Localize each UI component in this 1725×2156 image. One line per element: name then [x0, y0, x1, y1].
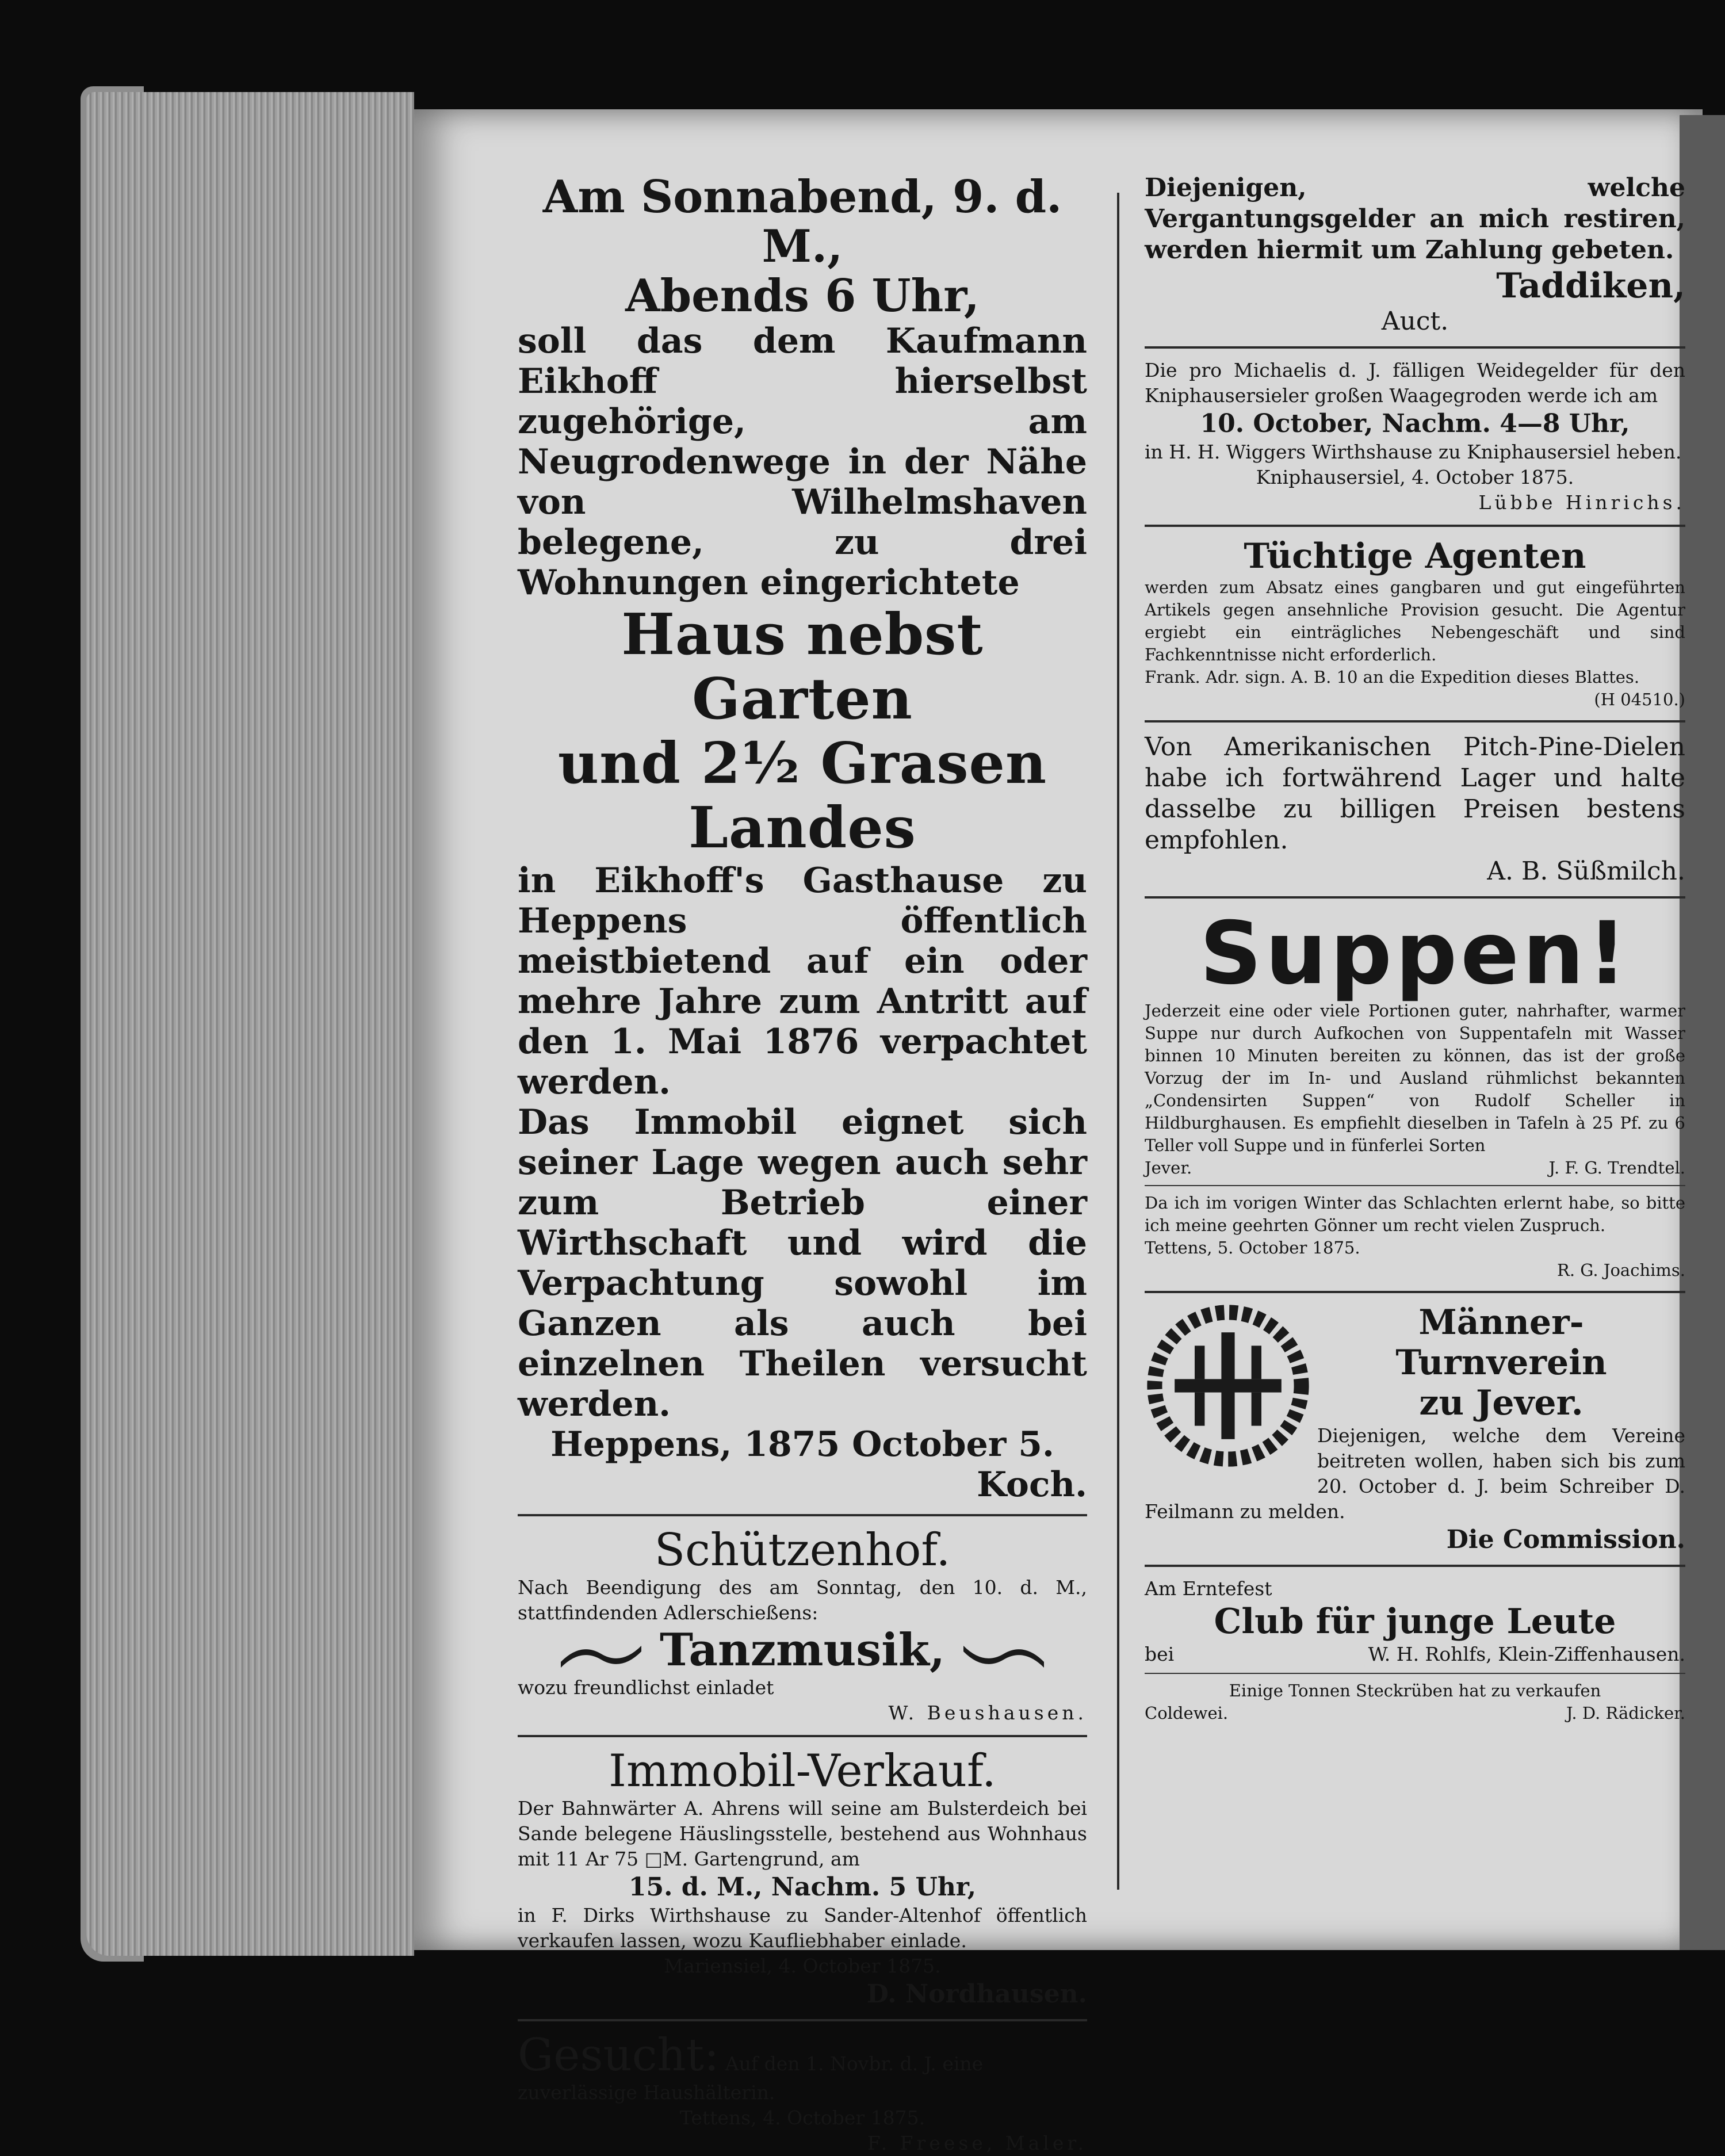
ad-bei: bei — [1145, 1643, 1175, 1665]
ad-schlachten — [1145, 1192, 1685, 1282]
ad-body-line — [518, 2031, 1087, 2105]
rule — [1145, 1185, 1685, 1186]
ad-schuetzenhof — [518, 1526, 1087, 1726]
ad-agenten — [1145, 536, 1685, 711]
ad-body: Jederzeit eine oder viele Portionen guter, nahrhafter, warmer Suppe nur durch Aufkochen von Suppentafeln mit Wasser binnen 10 Minuten bereiten zu können, das ist der große Vorzug der im In- und Ausland rühmlichst bekannten „Condensirten Suppen“ von Rudolf Scheller in Hildburghausen. Es empfiehlt dieselben in Tafeln à 25 Pf. zu 6 Teller voll Suppe und in fünferlei Sorten — [1145, 1001, 1685, 1155]
ad-steckrueben — [1145, 1680, 1685, 1725]
ad-pitch-pine — [1145, 732, 1685, 887]
ad-headline-1: Haus nebst Garten — [621, 602, 984, 732]
left-column — [518, 173, 1087, 2156]
right-column — [1145, 173, 1685, 1725]
ad-title: Immobil-Verkauf. — [609, 1745, 996, 1797]
ad-role: Auct. — [1381, 307, 1449, 336]
ad-suppen — [1145, 904, 1685, 1179]
ad-address: Frank. Adr. sign. A. B. 10 an die Expedition dieses Blattes. — [1145, 667, 1640, 687]
ad-title: Tüchtige Agenten — [1244, 536, 1586, 576]
ad-signature: Taddiken, — [1496, 266, 1685, 306]
ad-pre: Am Erntefest — [1145, 1577, 1272, 1600]
ad-turnverein — [1145, 1302, 1685, 1555]
ad-signature: A. B. Süßmilch. — [1487, 857, 1685, 886]
ad-signature: W. Beushausen. — [888, 1702, 1087, 1724]
ad-weidegelder — [1145, 358, 1685, 515]
ad-place: Jever. — [1145, 1158, 1192, 1178]
ad-signature: Koch. — [977, 1465, 1087, 1505]
ad-dateline: Kniphausersiel, 4. October 1875. — [1256, 466, 1574, 488]
turner-cross-emblem-icon — [1145, 1302, 1311, 1469]
ad-title: Gesucht: — [518, 2029, 720, 2081]
ad-signature: J. D. Rädicker. — [1566, 1703, 1685, 1723]
ad-body: Auf den 1. Novbr. d. J. eine zuverlässige Haushälterin. — [518, 2052, 984, 2104]
ad-title: Suppen! — [1199, 904, 1631, 1004]
ad-body: Die pro Michaelis d. J. fälligen Weidegelder für den Kniphausersieler großen Waagegroden werde ich am — [1145, 359, 1685, 407]
ad-title: Club für junge Leute — [1214, 1601, 1616, 1642]
rule — [1145, 1565, 1685, 1567]
ad-headline-3: Landes — [689, 795, 916, 861]
ad-immobil-verkauf — [518, 1746, 1087, 2010]
ad-date-line: Am Sonnabend, 9. d. M., — [542, 171, 1062, 273]
ad-body-2: in Eikhoff's Gasthause zu Heppens öffentlich meistbietend auf ein oder mehre Jahre zum Antritt auf den 1. Mai 1876 verpachtet werden. — [518, 861, 1087, 1102]
ad-title-2: zu Jever. — [1419, 1383, 1584, 1423]
rule — [1145, 346, 1685, 349]
ad-when: 10. October, Nachm. 4—8 Uhr, — [1200, 409, 1630, 438]
ad-body: Von Amerikanischen Pitch-Pine-Dielen habe ich fortwährend Lager und halte dasselbe zu billigen Preisen bestens empfohlen. — [1145, 732, 1685, 855]
ad-body: soll das dem Kaufmann Eikhoff hierselbst zugehörige, am Neugrodenwege in der Nähe von Wilhelmshaven belegene, zu drei Wohnungen eingerichtete — [518, 321, 1087, 603]
rule — [1145, 525, 1685, 527]
ornament-left-icon — [558, 1639, 644, 1669]
ad-body: Da ich im vorigen Winter das Schlachten erlernt habe, so bitte ich meine geehrten Gönner um recht vielen Zuspruch. — [1145, 1193, 1685, 1235]
ad-body: Nach Beendigung des am Sonntag, den 10. d. M., stattfindenden Adlerschießens: — [518, 1576, 1087, 1624]
ad-host-line — [1145, 1642, 1685, 1667]
ad-place-sig-line — [1145, 1702, 1685, 1725]
ad-body: Diejenigen, welche Vergantungsgelder an mich restiren, werden hiermit um Zahlung gebeten. — [1145, 173, 1685, 265]
ad-dateline: Heppens, 1875 October 5. — [550, 1424, 1054, 1465]
ad-vergantungsgelder — [1145, 173, 1685, 337]
ad-dateline: Tettens, 5. October 1875. — [1145, 1238, 1360, 1257]
ad-time-line: Abends 6 Uhr, — [625, 270, 980, 322]
ad-title-1: Männer-Turnverein — [1395, 1302, 1607, 1383]
rule — [518, 2019, 1087, 2021]
ad-signature: D. Nordhausen. — [866, 1979, 1087, 2009]
ad-title: Schützenhof. — [654, 1524, 951, 1576]
ad-body: Der Bahnwärter A. Ahrens will seine am Bulsterdeich bei Sande belegene Häuslingsstelle, bestehend aus Wohnhaus mit 11 Ar 75 □M. Gartengrund, am — [518, 1797, 1087, 1870]
rule — [518, 1735, 1087, 1737]
ad-body: werden zum Absatz eines gangbaren und gut eingeführten Artikels gegen ansehnliche Provision gesucht. Die Agentur ergiebt ein einträgliches Nebengeschäft und sind Fachkenntnisse nicht erforderlich. — [1145, 578, 1685, 664]
column-divider — [1117, 193, 1119, 1890]
ad-code: (H 04510.) — [1594, 690, 1685, 709]
ad-body-2: in F. Dirks Wirthshause zu Sander-Altenhof öffentlich verkaufen lassen, wozu Kaufliebhaber einlade. — [518, 1904, 1087, 1952]
ad-invite: wozu freundlichst einladet — [518, 1676, 774, 1699]
ad-signature: R. G. Joachims. — [1556, 1260, 1685, 1280]
page-edges — [86, 92, 414, 1956]
ad-signature: F. Freese, Maler. — [867, 2132, 1087, 2154]
ad-body: Einige Tonnen Steckrüben hat zu verkaufen — [1229, 1681, 1601, 1700]
ad-place-sig-line — [1145, 1157, 1685, 1179]
ad-lease-eikhoff — [518, 173, 1087, 1505]
ad-when: 15. d. M., Nachm. 5 Uhr, — [628, 1872, 977, 1902]
rule — [1145, 1291, 1685, 1293]
ornament-right-icon — [961, 1639, 1047, 1669]
rule — [1145, 720, 1685, 723]
ad-dateline: Mariensiel, 4. October 1875. — [664, 1955, 941, 1977]
ad-signature: Lübbe Hinrichs. — [1478, 491, 1685, 514]
ad-body-3: Das Immobil eignet sich seiner Lage wegen auch sehr zum Betrieb einer Wirthschaft und wird die Verpachtung sowohl im Ganzen als auch bei einzelnen Theilen versucht werden. — [518, 1102, 1087, 1424]
ad-body-2: in H. H. Wiggers Wirthshause zu Kniphausersiel heben. — [1145, 441, 1682, 463]
rule — [518, 1514, 1087, 1516]
ad-host: W. H. Rohlfs, Klein-Ziffenhausen. — [1368, 1643, 1685, 1665]
ad-signature: Die Commission. — [1446, 1525, 1685, 1554]
ad-event-line — [518, 1626, 1087, 1675]
next-page-edge — [1680, 115, 1725, 1950]
ad-place: Coldewei. — [1145, 1703, 1229, 1723]
ad-body: Diejenigen, welche dem Vereine beitreten wollen, haben sich bis zum 20. October d. J. beim Schreiber D. Feilmann zu melden. — [1145, 1424, 1685, 1523]
rule — [1145, 1673, 1685, 1674]
rule — [1145, 896, 1685, 899]
ad-headline-2: und 2½ Grasen — [557, 731, 1047, 797]
ad-club — [1145, 1576, 1685, 1667]
ad-signature: J. F. G. Trendtel. — [1548, 1158, 1685, 1178]
ad-dateline: Tettens, 4. October 1875. — [679, 2107, 925, 2129]
ad-event: Tanzmusik, — [659, 1624, 946, 1676]
ad-gesucht — [518, 2031, 1087, 2156]
